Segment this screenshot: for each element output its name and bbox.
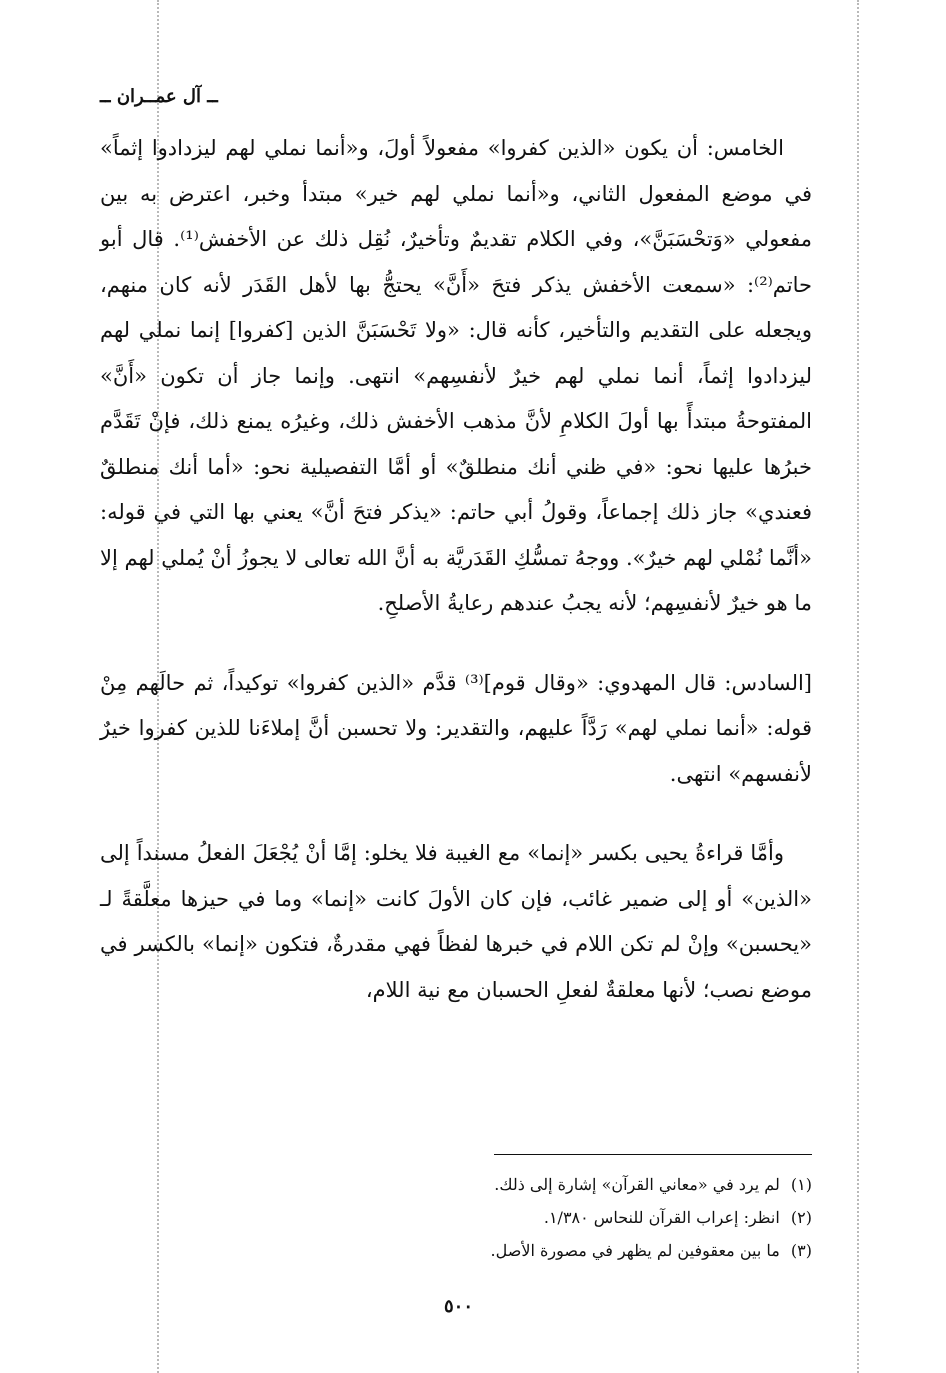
footnote-item xyxy=(100,1234,812,1267)
paragraph-fifth-opinion: الخامس: أن يكون «الذين كفروا» مفعولاً أولَ، و«أنما نملي لهم ليزدادوا إثماً» في موضع المفعول الثاني، و«أنما نملي لهم خير» مبتدأ وخبر، اعترض به بين مفعولي «وَتحْسَبَنَّ»، وفي الكلام تقديمٌ وتأخيرٌ، نُقِل ذلك عن الأخفش⁽¹⁾. قال أبو حاتم⁽²⁾: «سمعت الأخفش يذكر فتحَ «أَنَّ» يحتجُّ بها لأهل القَدَر لأنه كان منهم، ويجعله على التقديم والتأخير، كأنه قال: «ولا تَحْسَبَنَّ الذين [كفروا] إنما نملي لهم ليزدادوا إثماً، أنما نملي لهم خيرٌ لأنفسِهم» انتهى. وإنما جاز أن تكون «أَنَّ» المفتوحةُ مبتدأً بها أولَ الكلامِ لأنَّ مذهب الأخفش ذلك، وغيرُه يمنع ذلك، فإنْ تَقَدَّم خبرُها عليها نحو: «في ظني أنك منطلقٌ» أو أمَّا التفصيلية نحو: «أما أنك منطلقٌ فعندي» جاز ذلك إجماعاً، وقولُ أبي حاتم: «يذكر فتحَ أنَّ» يعني بها التي في قوله: «أنَّما نُمْلي لهم خيرٌ». ووجهُ تمسُّكِ القَدَريَّة به أنَّ الله تعالى لا يجوزُ أنْ يُملي لهم إلا ما هو خيرٌ لأنفسِهم؛ لأنه يجبُ عندهم رعايةُ الأصلحِ. xyxy=(100,136,813,615)
footnote-number: (٣) xyxy=(790,1241,812,1260)
footnote-number: (١) xyxy=(790,1175,812,1194)
footnote-text: لم يرد في «معاني القرآن» إشارة إلى ذلك. xyxy=(494,1175,780,1194)
book-page xyxy=(100,70,812,1360)
footnotes xyxy=(100,1168,812,1267)
page-number: ٥٠٠ xyxy=(444,1296,474,1317)
footnote-item xyxy=(100,1168,812,1201)
main-text xyxy=(100,126,812,1013)
footnote-text: ما بين معقوفين لم يظهر في مصورة الأصل. xyxy=(490,1241,780,1260)
footnote-text: انظر: إعراب القرآن للنحاس ١/٣٨٠. xyxy=(543,1208,780,1227)
paragraph-sixth-opinion: [السادس: قال المهدوي: «وقال قوم]⁽³⁾ قدَّم «الذين كفروا» توكيداً، ثم حالَهم مِنْ قوله: «أنما نملي لهم» رَدَّاً عليهم، والتقدير: ولا تحسبن أنَّ إملاءَنا للذين كفروا خيرٌ لأنفسهم» انتهى. xyxy=(100,670,812,786)
running-title: ــ آل عمــران ــ xyxy=(100,86,218,107)
paragraph-yahya-reading: وأمَّا قراءةُ يحيى بكسر «إنما» مع الغيبة فلا يخلو: إمَّا أنْ يُجْعَلَ الفعلُ مسنداً إلى «الذين» أو إلى ضمير غائب، فإن كان الأولَ كانت «إنما» وما في حيزها معلَّقةً لـ «يحسبن» وإنْ لم تكن اللام في خبرها لفظاً فهي مقدرةٌ، فتكون «إنما» بالكسر في موضع نصب؛ لأنها معلقةٌ لفعلِ الحسبان مع نية اللام، xyxy=(100,841,812,1002)
scan-margin-dots-right xyxy=(857,0,859,1373)
footnote-item xyxy=(100,1201,812,1234)
footnote-separator xyxy=(494,1154,812,1155)
footnote-number: (٢) xyxy=(790,1208,812,1227)
